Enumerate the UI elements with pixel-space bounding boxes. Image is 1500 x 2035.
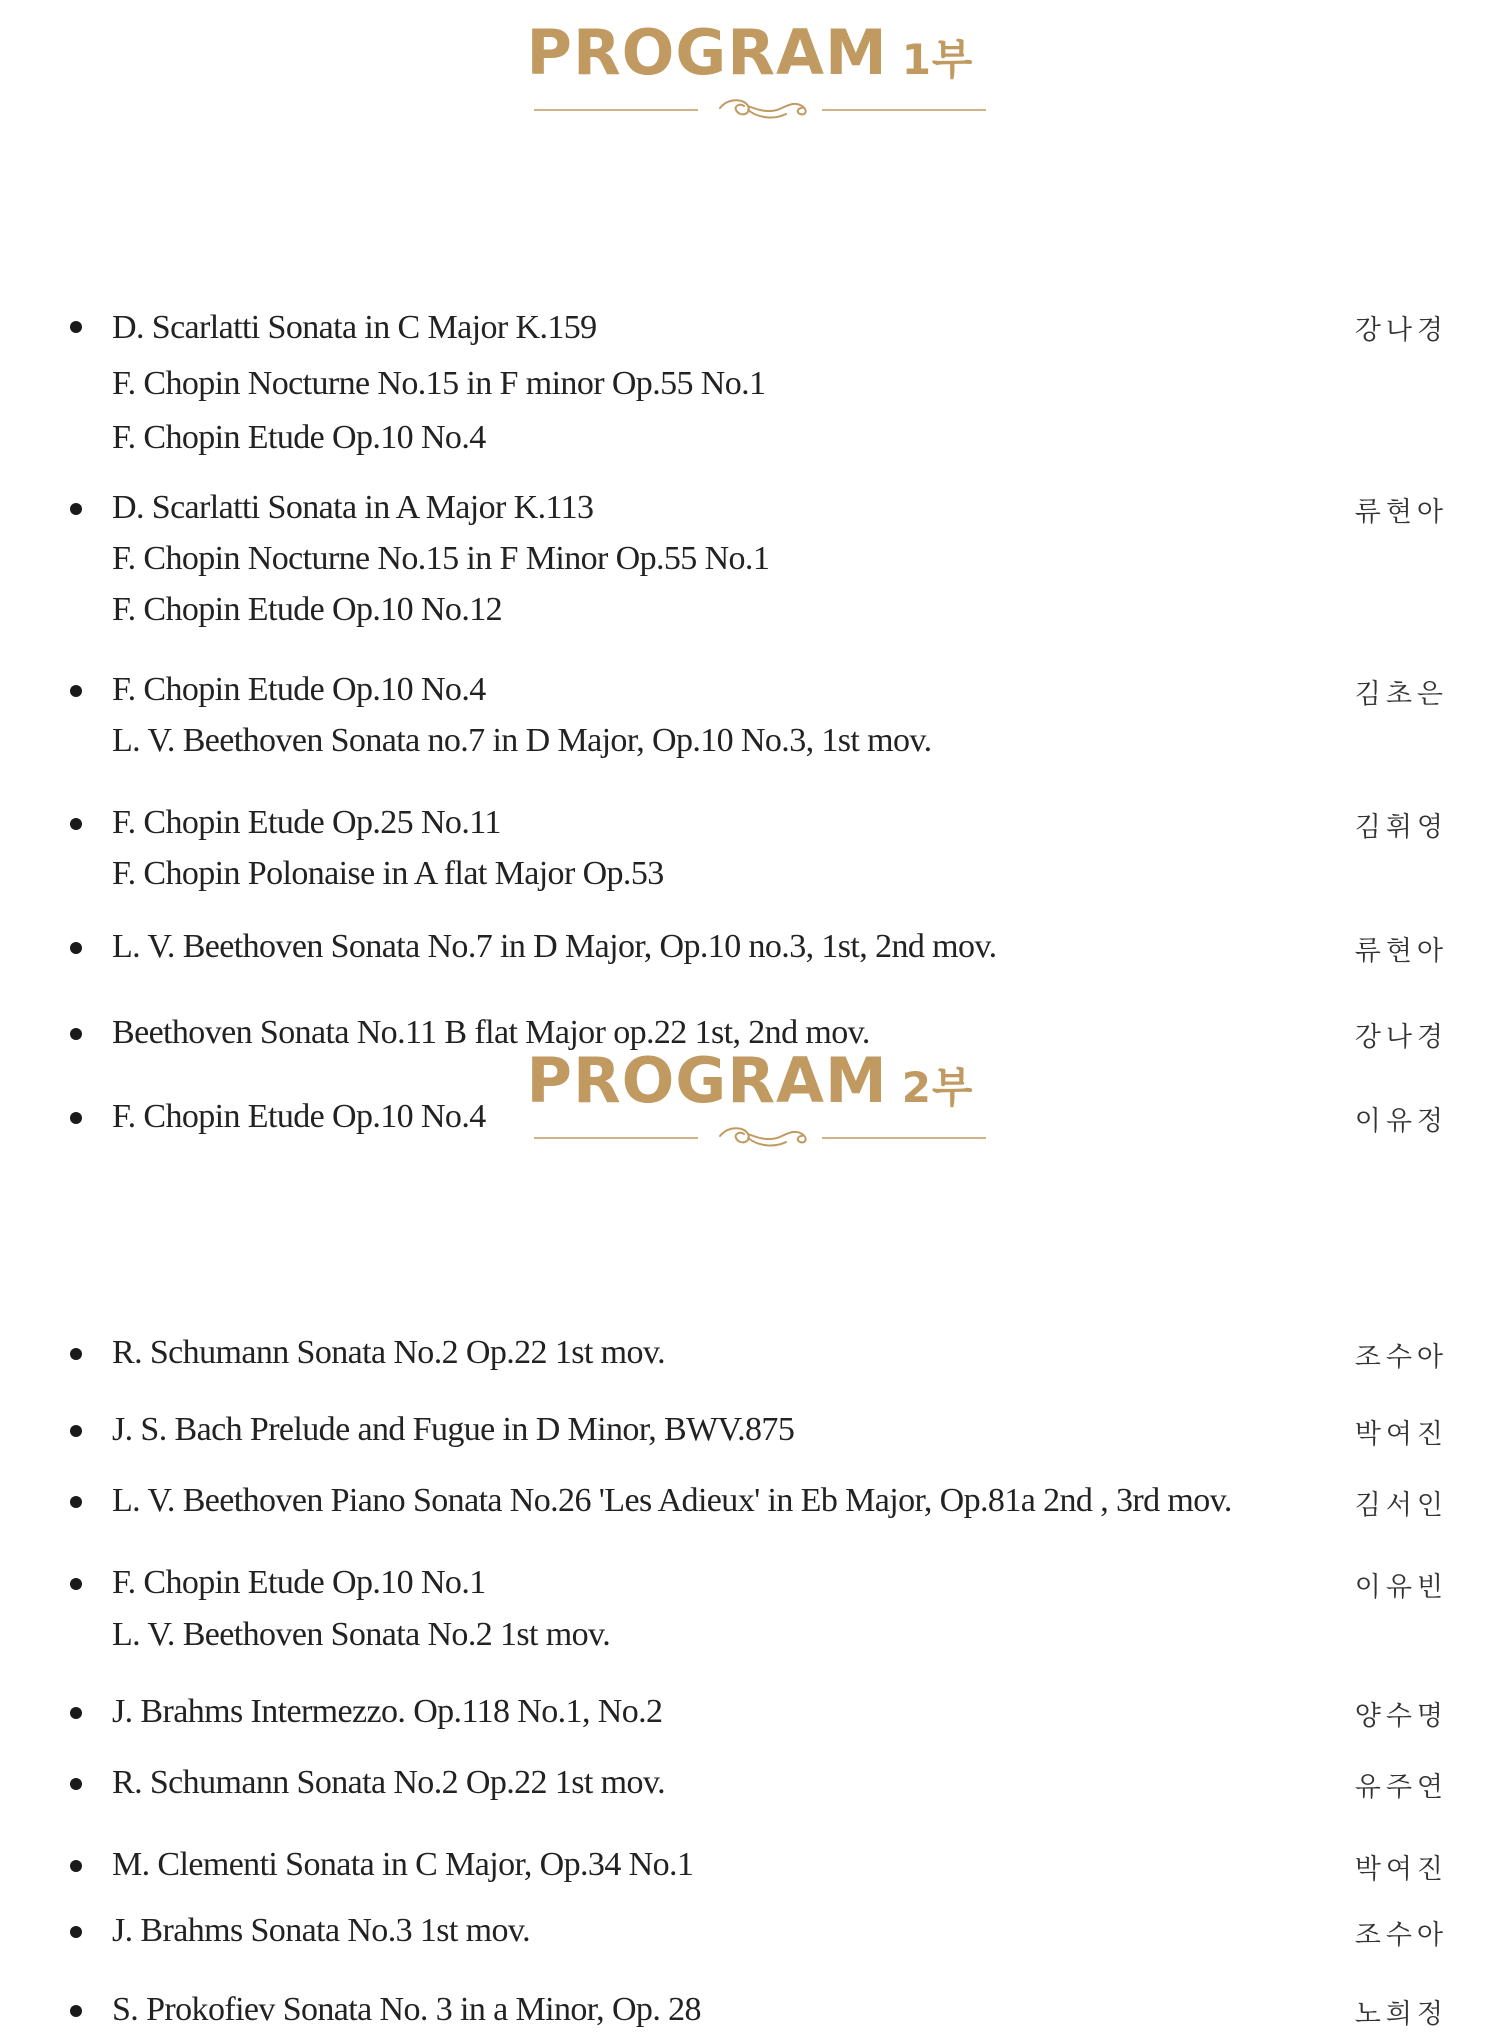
bullet-icon bbox=[70, 503, 82, 515]
program-piece: F. Chopin Etude Op.10 No.4 bbox=[112, 671, 486, 708]
program-piece: L. V. Beethoven Sonata no.7 in D Major, Op.10 No.3, 1st mov. bbox=[112, 722, 932, 759]
bullet-icon bbox=[70, 1496, 82, 1508]
program-pieces bbox=[112, 664, 1292, 766]
program-piece: F. Chopin Etude Op.10 No.4 bbox=[112, 419, 486, 456]
program-pieces bbox=[112, 1686, 1292, 1737]
program-pieces bbox=[112, 1984, 1292, 2035]
program-piece: J. Brahms Intermezzo. Op.118 No.1, No.2 bbox=[112, 1693, 663, 1730]
program-piece: L. V. Beethoven Piano Sonata No.26 'Les Adieux' in Eb Major, Op.81a 2nd , 3rd mov. bbox=[112, 1482, 1232, 1519]
program-piece: J. Brahms Sonata No.3 1st mov. bbox=[112, 1912, 531, 1949]
performer-name: 이유빈 bbox=[1354, 1572, 1448, 1603]
bullet-icon bbox=[70, 685, 82, 697]
bullet-icon bbox=[70, 1348, 82, 1360]
program-title bbox=[0, 1044, 1500, 1117]
program-piece: F. Chopin Etude Op.10 No.1 bbox=[112, 1564, 486, 1601]
program-title bbox=[0, 16, 1500, 89]
program-piece: D. Scarlatti Sonata in A Major K.113 bbox=[112, 489, 594, 526]
performer-name: 노희정 bbox=[1354, 1999, 1448, 2030]
program-pieces bbox=[112, 1327, 1292, 1378]
bullet-icon bbox=[70, 2005, 82, 2017]
program-piece: M. Clementi Sonata in C Major, Op.34 No.1 bbox=[112, 1846, 694, 1883]
performer-name: 강나경 bbox=[1354, 315, 1448, 346]
program-piece: F. Chopin Etude Op.10 No.4 bbox=[112, 1098, 486, 1135]
performer-name: 김초은 bbox=[1354, 679, 1448, 710]
program-piece: R. Schumann Sonata No.2 Op.22 1st mov. bbox=[112, 1764, 665, 1801]
program-piece: L. V. Beethoven Sonata No.7 in D Major, Op.10 no.3, 1st, 2nd mov. bbox=[112, 928, 997, 965]
bullet-icon bbox=[70, 1778, 82, 1790]
program-pieces bbox=[112, 1905, 1292, 1956]
bullet-icon bbox=[70, 1578, 82, 1590]
program-pieces bbox=[112, 1404, 1292, 1455]
bullet-icon bbox=[70, 942, 82, 954]
program-pieces bbox=[112, 482, 1292, 635]
performer-name: 김서인 bbox=[1354, 1490, 1448, 1521]
performer-name: 박여진 bbox=[1354, 1854, 1448, 1885]
bullet-icon bbox=[70, 818, 82, 830]
performer-name: 류현아 bbox=[1354, 936, 1448, 967]
flourish-divider-icon bbox=[534, 92, 986, 132]
performer-name: 강나경 bbox=[1354, 1022, 1448, 1053]
program-part-2 bbox=[0, 1028, 1500, 2030]
program-pieces bbox=[112, 921, 1292, 972]
program-piece: L. V. Beethoven Sonata No.2 1st mov. bbox=[112, 1616, 611, 1653]
bullet-icon bbox=[70, 1926, 82, 1938]
program-piece: S. Prokofiev Sonata No. 3 in a Minor, Op. 28 bbox=[112, 1991, 701, 2028]
program-piece: F. Chopin Etude Op.25 No.11 bbox=[112, 804, 501, 841]
performer-name: 김휘영 bbox=[1354, 812, 1448, 843]
program-pieces bbox=[112, 1839, 1292, 1890]
program-part-label: 2부 bbox=[901, 1063, 974, 1112]
performer-name: 조수아 bbox=[1354, 1920, 1448, 1951]
performer-name: 유주연 bbox=[1354, 1772, 1448, 1803]
program-heading-part-1 bbox=[0, 0, 1500, 140]
performer-name: 박여진 bbox=[1354, 1419, 1448, 1450]
flourish-divider-icon bbox=[534, 1120, 986, 1160]
program-piece: R. Schumann Sonata No.2 Op.22 1st mov. bbox=[112, 1334, 665, 1371]
program-piece: F. Chopin Polonaise in A flat Major Op.53 bbox=[112, 855, 664, 892]
program-pieces bbox=[112, 1757, 1292, 1808]
program-part-label: 1부 bbox=[901, 35, 974, 84]
program-piece: F. Chopin Etude Op.10 No.12 bbox=[112, 591, 503, 628]
program-piece: J. S. Bach Prelude and Fugue in D Minor, BWV.875 bbox=[112, 1411, 795, 1448]
performer-name: 조수아 bbox=[1354, 1342, 1448, 1373]
program-piece: F. Chopin Nocturne No.15 in F Minor Op.55 No.1 bbox=[112, 540, 770, 577]
bullet-icon bbox=[70, 1860, 82, 1872]
bullet-icon bbox=[70, 1707, 82, 1719]
performer-name: 이유정 bbox=[1354, 1106, 1448, 1137]
bullet-icon bbox=[70, 1425, 82, 1437]
performer-name: 류현아 bbox=[1354, 497, 1448, 528]
program-heading-part-2 bbox=[0, 1028, 1500, 1168]
program-pieces bbox=[112, 1557, 1292, 1660]
program-piece: F. Chopin Nocturne No.15 in F minor Op.55 No.1 bbox=[112, 365, 766, 402]
performer-name: 양수명 bbox=[1354, 1701, 1448, 1732]
program-title-text: PROGRAM bbox=[526, 16, 888, 89]
program-pieces bbox=[112, 300, 1292, 463]
program-pieces bbox=[112, 1475, 1292, 1526]
program-piece: Beethoven Sonata No.11 B flat Major op.22 1st, 2nd mov. bbox=[112, 1014, 870, 1051]
program-pieces bbox=[112, 797, 1292, 899]
program-piece: D. Scarlatti Sonata in C Major K.159 bbox=[112, 309, 597, 346]
bullet-icon bbox=[70, 321, 82, 333]
program-title-text: PROGRAM bbox=[526, 1044, 888, 1117]
